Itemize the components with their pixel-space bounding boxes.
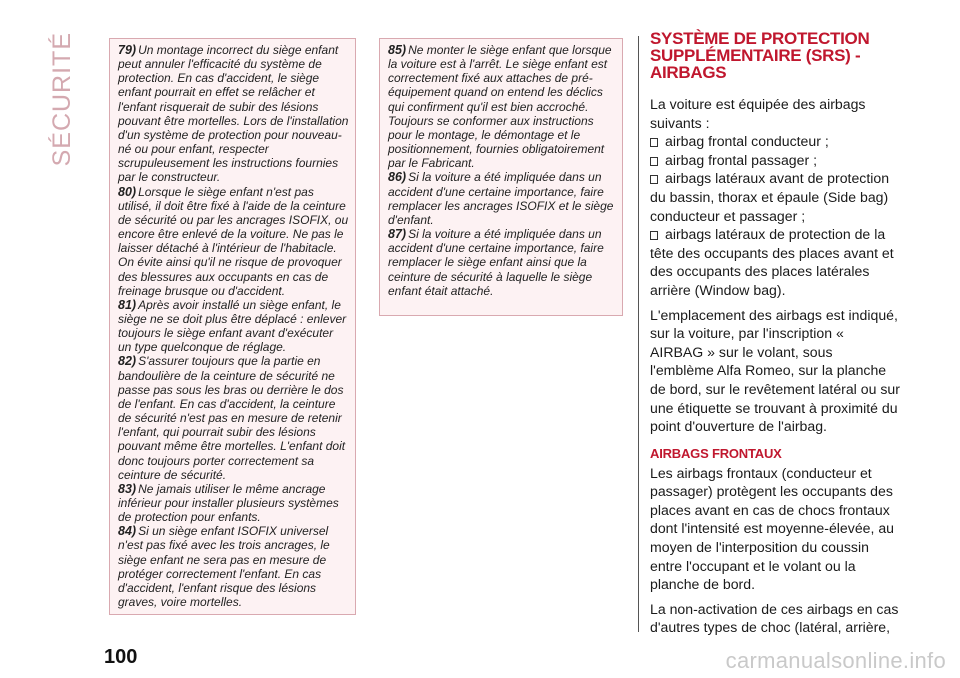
warning-item [118,43,349,185]
list-item: airbag frontal conducteur ; [650,132,900,151]
checkbox-bullet-icon [650,138,658,147]
warning-item [118,185,349,298]
warning-number: 85) [388,43,407,57]
warning-item [388,170,616,227]
checkbox-bullet-icon [650,157,658,166]
warning-item [118,298,349,355]
warning-text: Ne jamais utiliser le même ancrage inférieur pour installer plusieurs systèmes de protection pour enfants. [118,481,339,525]
list-item: airbags latéraux avant de protection du bassin, thorax et épaule (Side bag) conducteur et passager ; [650,170,890,224]
subheading-frontal-airbags: AIRBAGS FRONTAUX [650,445,782,461]
page-number: 100 [104,646,138,668]
section-side-tab: SÉCURITÉ [48,32,76,167]
warning-item [118,482,349,524]
warning-text: Un montage incorrect du siège enfant peut annuler l'efficacité du système de protection. En cas d'accident, le siège enfant pourrait en effet se relâcher et l'enfant risquerait de subir des lésions pouvant être mortelles. Lors de l'installation d'un système de protection pour nouveau-né ou pour enfant, respecter scrupuleusement les instructions fournies par le constructeur. [118,43,349,185]
warning-text: Si la voiture a été impliquée dans un accident d'une certaine importance, faire remplacer le siège enfant ainsi que la ceinture de sécurité à laquelle le siège enfant était attaché. [388,227,604,298]
checkbox-bullet-icon [650,231,658,240]
airbag-list [650,132,900,299]
warning-number: 80) [118,184,137,199]
warning-item [118,524,349,609]
location-paragraph: L'emplacement des airbags est indiqué, sur la voiture, par l'inscription « AIRBAG » sur le volant, sous l'emblème Alfa Romeo, sur la planche de bord, sur le revêtement latéral ou sur une étiquette se trouvant à proximité du point d'ouverture de l'airbag. [650,306,900,435]
warning-item [388,43,616,170]
non-activation-paragraph: La non-activation de ces airbags en cas d'autres types de choc (latéral, arrière, [650,600,899,636]
warning-number: 86) [388,170,407,185]
warnings-box-left [109,38,356,615]
list-item: airbags latéraux de protection de la tête des occupants des places avant et des occupants des places latérales arrière (Window bag). [650,226,894,298]
warning-number: 83) [118,481,137,496]
warning-text: S'assurer toujours que la partie en bandoulière de la ceinture de sécurité ne passe pas sous les bras ou derrière le dos de l'enfant. En cas d'accident, la ceinture de sécurité n'est pas en mesure de retenir l'enfant, qui pourrait subir des lésions pouvant même être mortelles. L'enfant doit donc toujours porter correctement sa ceinture de sécurité. [118,354,346,482]
warning-item [118,354,349,481]
warning-number: 82) [118,354,137,369]
warning-number: 84) [118,524,137,539]
intro-paragraph: La voiture est équipée des airbags suivants : [650,96,866,131]
warning-text: Si un siège enfant ISOFIX universel n'est pas fixé avec les trois ancrages, le siège enfant ne sera pas en mesure de protéger correctement l'enfant. En cas d'accident, l'enfant risque des lésions graves, voire mortelles. [118,524,330,610]
watermark: carmanualsonline.info [725,648,946,673]
section-title: SYSTÈME DE PROTECTION SUPPLÉMENTAIRE (SRS) - AIRBAGS [650,29,870,82]
main-content-column [650,30,900,643]
warning-text: Lorsque le siège enfant n'est pas utilisé, il doit être fixé à l'aide de la ceinture de sécurité ou par les ancrages ISOFIX, ou encore être enlevé de la voiture. Ne pas le laisser détaché à l'intérieur de l'habitacle. On évite ainsi qu'il ne risque de provoquer des blessures aux occupants en cas de freinage brusque ou d'accident. [118,184,349,298]
warning-text: Si la voiture a été impliquée dans un accident d'une certaine importance, faire remplacer les ancrages ISOFIX et le siège d'enfant. [388,170,614,227]
list-item: airbag frontal passager ; [650,151,900,170]
frontal-paragraph: Les airbags frontaux (conducteur et passager) protègent les occupants des places avant en cas de chocs frontaux dont l'intensité est moyenne-élevée, au moyen de l'interposition du coussin entre l'occupant et le volant ou la planche de bord. [650,464,895,593]
warning-number: 87) [388,227,407,242]
warning-text: Ne monter le siège enfant que lorsque la voiture est à l'arrêt. Le siège enfant est correctement fixé aux attaches de pré-équipement quand on entend les déclics qui confirment qu'il est bien accroché. Toujours se conformer aux instructions pour le montage, le démontage et le positionnement, fournies obligatoirement par le Fabricant. [388,43,612,171]
warning-text: Après avoir installé un siège enfant, le siège ne se doit plus être déplacé : enlever toujours le siège enfant avant d'exécuter un type quelconque de réglage. [118,297,347,355]
warning-item [388,227,616,298]
warnings-box-middle [379,38,623,316]
warning-number: 79) [118,43,137,57]
checkbox-bullet-icon [650,175,658,184]
warning-number: 81) [118,297,137,312]
column-divider [638,36,639,632]
